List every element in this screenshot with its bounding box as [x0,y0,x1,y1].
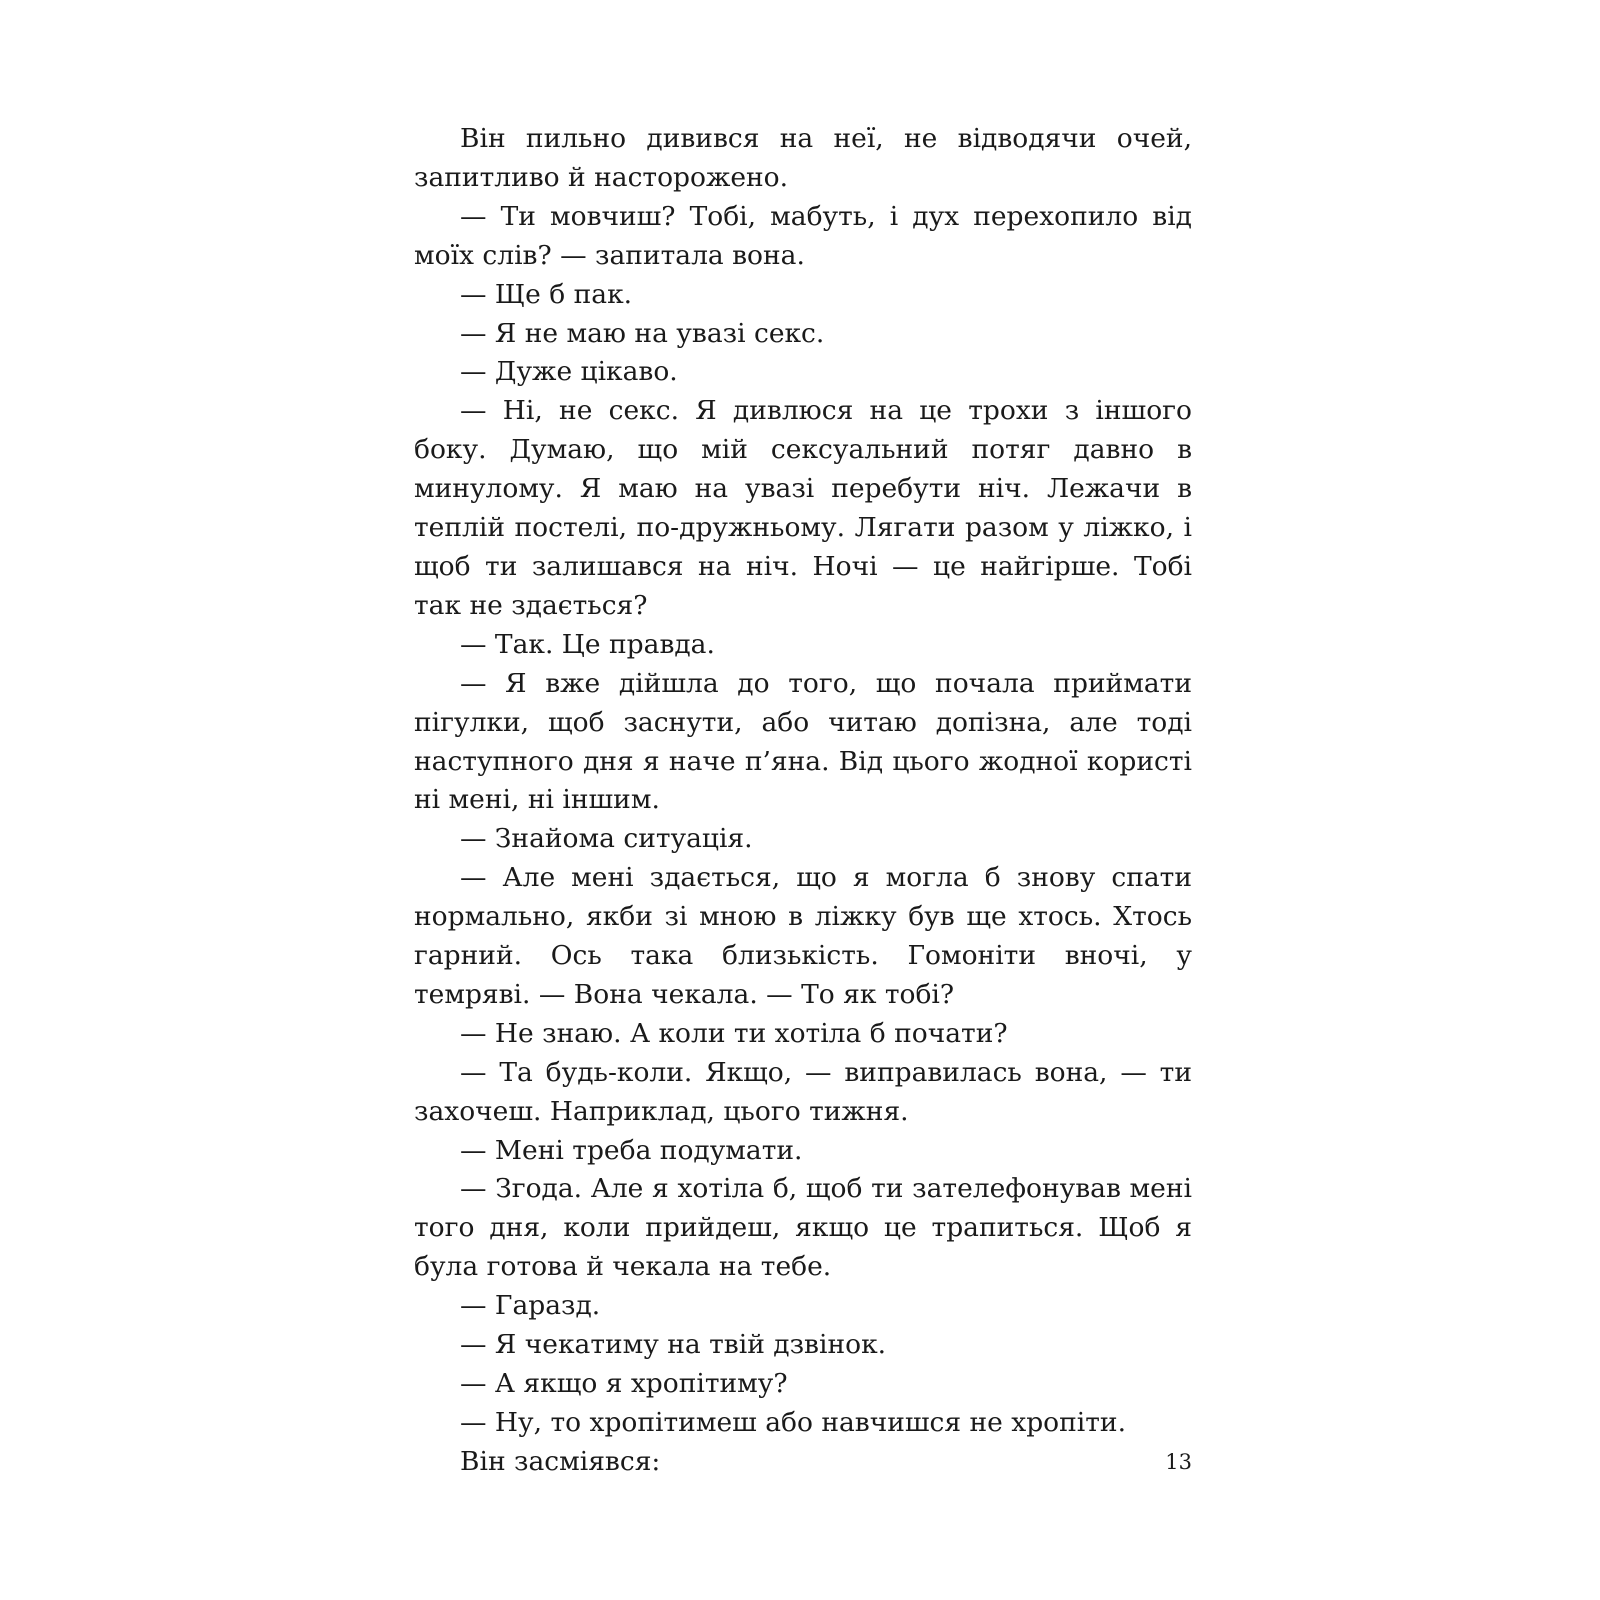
page-number: 13 [1165,1450,1192,1474]
paragraph: Він засміявся: [460,1445,661,1477]
paragraph: — Та будь-коли. Якщо, — виправилась вона, — ти захочеш. Наприклад, цього тижня. [414,1056,1192,1127]
paragraph: — Не знаю. А коли ти хотіла б почати? [460,1017,1008,1049]
paragraph: — Знайома ситуація. [460,823,753,855]
paragraph: — Але мені здається, що я могла б знову спати нормально, якби зі мною в ліжку був ще хтось. Хтось гарний. Ось така близькість. Гомоніти вночі, у темряві. — Вона чекала. — То як тобі? [414,862,1192,1010]
paragraph: — Гаразд. [460,1290,601,1322]
paragraph: — Згода. Але я хотіла б, щоб ти зателефонував мені того дня, коли прийдеш, якщо це трапиться. Щоб я була готова й чекала на тебе. [414,1173,1192,1283]
paragraph: — Я вже дійшла до того, що почала приймати пігулки, щоб заснути, або читаю допізна, але тоді наступного дня я наче п’яна. Від цього жодної користі ні мені, ні іншим. [414,667,1192,816]
paragraph: — Так. Це правда. [460,628,715,660]
paragraph: — Ну, то хропітимеш або навчишся не хропіти. [460,1406,1127,1438]
paragraph: — Ні, не секс. Я дивлюся на це трохи з іншого боку. Думаю, що мій сексуальний потяг давно в минулому. Я маю на увазі перебути ніч. Лежачи в теплій постелі, по-дружньому. Лягати разом у ліжко, і щоб ти залишався на ніч. Ночі — це найгірше. Тобі так не здається? [414,395,1192,621]
paragraph: — Ще б пак. [460,278,633,310]
paragraph: — Дуже цікаво. [460,356,678,388]
paragraph: — А якщо я хропітиму? [460,1368,788,1399]
paragraph: — Я не маю на увазі секс. [460,317,825,349]
paragraph: — Я чекатиму на твій дзвінок. [460,1329,887,1361]
paragraph: Він пильно дивився на неї, не відводячи очей, запитливо й насторожено. [414,123,1192,193]
paragraph: — Ти мовчиш? Тобі, мабуть, і дух перехопило від моїх слів? — запитала вона. [414,200,1192,271]
paragraph: — Мені треба подумати. [460,1134,803,1166]
body-text [414,120,1192,1482]
